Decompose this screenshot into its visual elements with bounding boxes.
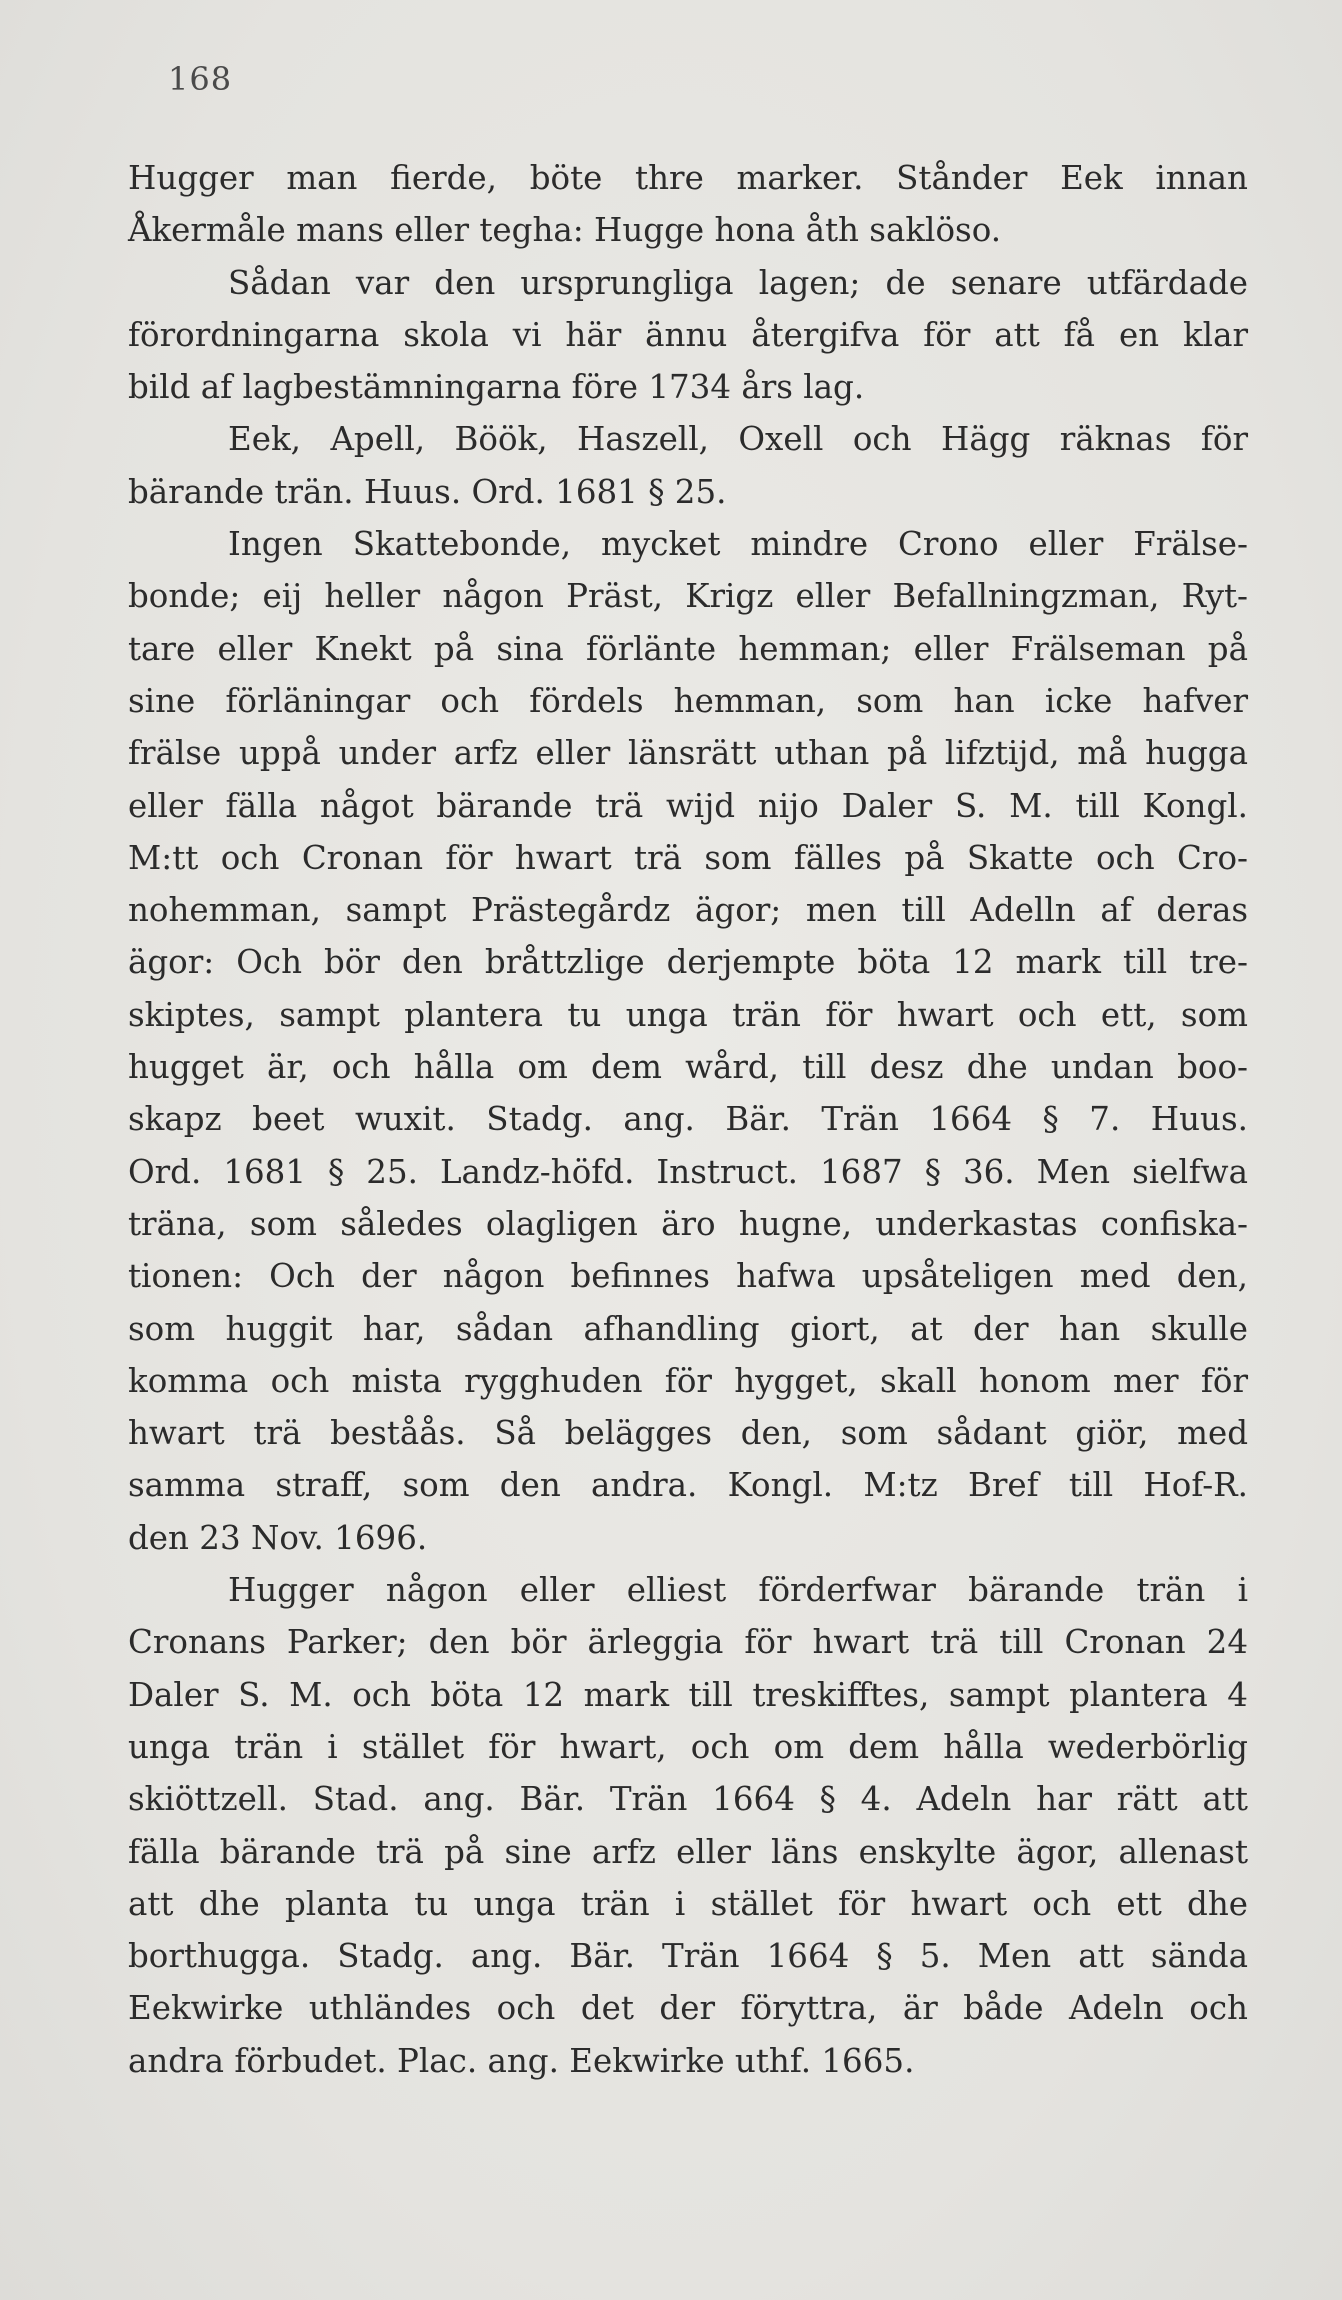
text-line: unga trän i stället för hwart, och om dem hålla wederbörlig — [128, 1727, 1248, 1766]
text-line: att dhe planta tu unga trän i stället för hwart och ett dhe — [128, 1884, 1248, 1923]
text-line: träna, som således olagligen äro hugne, underkastas confiska- — [128, 1204, 1248, 1243]
text-line: Ingen Skattebonde, mycket mindre Crono eller Frälse- — [228, 525, 1248, 564]
body-text — [128, 152, 1248, 2087]
text-line: Sådan var den ursprungliga lagen; de senare utfärdade — [228, 263, 1248, 302]
text-line: tionen: Och der någon befinnes hafwa upsåteligen med den, — [128, 1257, 1248, 1296]
text-line: förordningarna skola vi här ännu återgifva för att få en klar — [128, 315, 1248, 354]
text-line: som huggit har, sådan afhandling giort, at der han skulle — [128, 1309, 1248, 1348]
text-line: tare eller Knekt på sina förlänte hemman; eller Frälseman på — [128, 629, 1248, 668]
text-line: ägor: Och bör den bråttzlige derjempte böta 12 mark till tre- — [128, 943, 1248, 982]
text-line: den 23 Nov. 1696. — [128, 1518, 428, 1557]
text-line: sine förläningar och fördels hemman, som han icke hafver — [128, 681, 1248, 720]
text-line: Hugger någon eller elliest förderfwar bärande trän i — [228, 1571, 1248, 1610]
text-line: Ord. 1681 § 25. Landz-höfd. Instruct. 1687 § 36. Men sielfwa — [128, 1152, 1248, 1191]
text-line: Eek, Apell, Böök, Haszell, Oxell och Hägg räknas för — [228, 420, 1248, 459]
text-line: fälla bärande trä på sine arfz eller läns enskylte ägor, allenast — [128, 1832, 1248, 1871]
text-line: Hugger man fierde, böte thre marker. Stånder Eek innan — [128, 159, 1248, 197]
text-line: bonde; eij heller någon Präst, Krigz eller Befallningzman, Ryt- — [128, 577, 1248, 616]
text-line: bild af lagbestämningarna före 1734 års lag. — [128, 368, 865, 407]
text-line: komma och mista rygghuden för hygget, skall honom mer för — [128, 1361, 1248, 1400]
text-line: Eekwirke uthländes och det der föryttra, är både Adeln och — [128, 1989, 1248, 2028]
text-line: hugget är, och hålla om dem wård, till desz dhe undan boo- — [128, 1048, 1248, 1087]
text-line: hwart trä beståås. Så belägges den, som sådant giör, med — [128, 1414, 1248, 1453]
text-line: Åkermåle mans eller tegha: Hugge hona åth saklöso. — [128, 211, 1002, 250]
text-line: bärande trän. Huus. Ord. 1681 § 25. — [128, 472, 727, 511]
text-line: nohemman, sampt Prästegårdz ägor; men till Adelln af deras — [128, 891, 1248, 930]
text-line: samma straff, som den andra. Kongl. M:tz Bref till Hof-R. — [128, 1466, 1248, 1505]
text-line: skiöttzell. Stad. ang. Bär. Trän 1664 § 4. Adeln har rätt att — [128, 1780, 1248, 1819]
page-number: 168 — [168, 60, 233, 98]
text-line: frälse uppå under arfz eller länsrätt uthan på lifztijd, må hugga — [128, 734, 1248, 773]
text-line: eller fälla något bärande trä wijd nijo Daler S. M. till Kongl. — [128, 786, 1248, 825]
text-line: Cronans Parker; den bör ärleggia för hwart trä till Cronan 24 — [128, 1623, 1248, 1662]
text-line: Daler S. M. och böta 12 mark till treskifftes, sampt plantera 4 — [128, 1675, 1248, 1714]
text-line: borthugga. Stadg. ang. Bär. Trän 1664 § 5. Men att sända — [128, 1937, 1248, 1976]
text-line: M:tt och Cronan för hwart trä som fälles på Skatte och Cro- — [128, 838, 1248, 877]
text-line: andra förbudet. Plac. ang. Eekwirke uthf. 1665. — [128, 2041, 915, 2080]
text-line: skapz beet wuxit. Stadg. ang. Bär. Trän 1664 § 7. Huus. — [128, 1100, 1248, 1139]
text-line: skiptes, sampt plantera tu unga trän för hwart och ett, som — [128, 995, 1248, 1034]
